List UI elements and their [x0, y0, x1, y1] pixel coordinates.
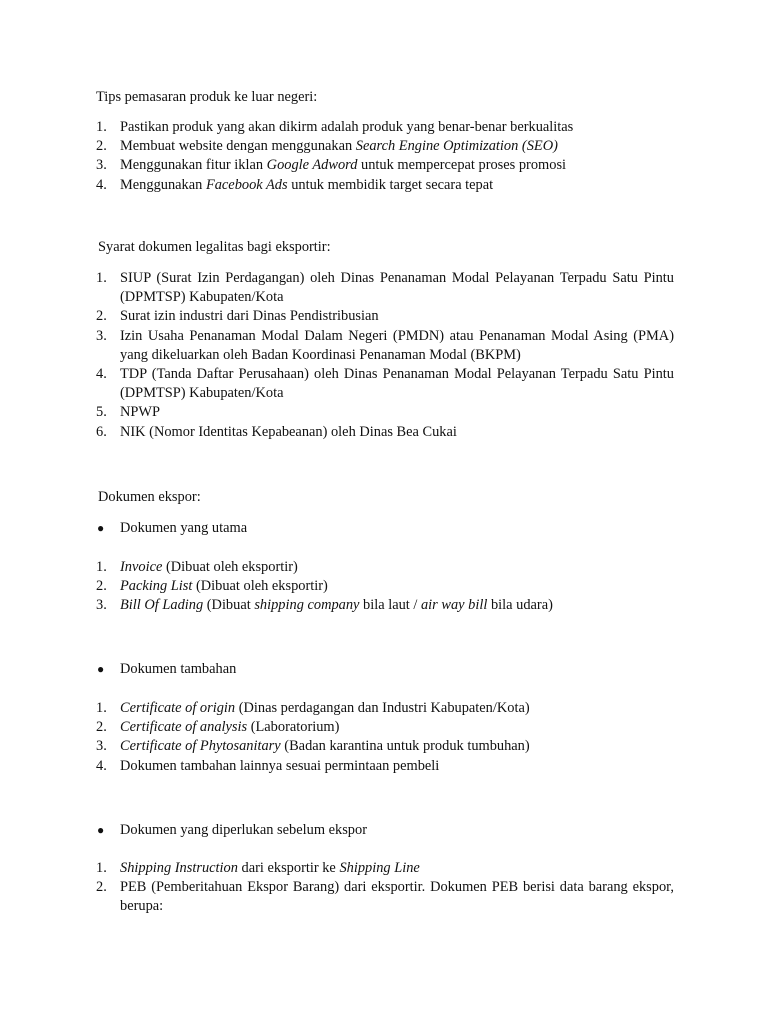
list-number: 2.	[96, 719, 107, 736]
list-number: 1.	[96, 119, 107, 135]
tips-heading: Tips pemasaran produk ke luar negeri:	[96, 89, 318, 105]
bullet-dot-icon: ●	[97, 823, 105, 837]
list-item	[0, 878, 674, 916]
list-item	[0, 269, 674, 307]
list-item	[0, 137, 674, 156]
italic-term: Search Engine Optimization (SEO)	[355, 138, 558, 155]
list-item	[0, 577, 674, 596]
text-run: untuk membidik target secara tepat	[287, 176, 494, 193]
italic-term: Packing List	[120, 578, 193, 595]
dokumen-heading: Dokumen ekspor:	[98, 489, 201, 505]
dokumen-tambahan-list	[0, 699, 674, 776]
bullet-item	[0, 519, 674, 538]
list-item	[0, 596, 674, 615]
list-item	[0, 156, 674, 175]
italic-term: Certificate of Phytosanitary	[120, 738, 281, 755]
text-run: (Dinas perdagangan dan Industri Kabupaten/Kota)	[235, 700, 530, 716]
syarat-heading: Syarat dokumen legalitas bagi eksportir:	[98, 239, 331, 255]
text-run: (Dibuat oleh eksportir)	[162, 559, 298, 575]
text-run: NIK (Nomor Identitas Kepabeanan) oleh Dinas Bea Cukai	[120, 423, 457, 440]
text-run: (Dibuat oleh eksportir)	[192, 578, 328, 595]
italic-term: Bill Of Lading	[120, 597, 204, 614]
text-run: (Badan karantina untuk produk tumbuhan)	[280, 738, 530, 755]
list-number: 6.	[96, 423, 107, 440]
bullet-label: Dokumen tambahan	[120, 661, 237, 677]
italic-term: Certificate of origin	[120, 700, 236, 716]
text-run: NPWP	[120, 404, 160, 421]
list-number: 2.	[96, 138, 107, 155]
dokumen-utama-list	[0, 558, 674, 616]
italic-term: Google Adword	[266, 157, 358, 174]
list-number: 3.	[96, 597, 107, 614]
italic-term: Certificate of analysis	[120, 719, 248, 736]
italic-term: Shipping Line	[339, 860, 420, 876]
list-item	[0, 365, 674, 403]
text-run: (Laboratorium)	[247, 719, 340, 736]
italic-term: Invoice	[120, 559, 163, 575]
list-item	[0, 757, 674, 776]
text-run: Menggunakan fitur iklan	[120, 157, 267, 174]
list-item	[0, 423, 674, 442]
list-item	[0, 403, 674, 422]
text-run: Surat izin industri dari Dinas Pendistribusian	[120, 308, 379, 325]
list-number: 1.	[96, 559, 107, 575]
text-run: untuk mempercepat proses promosi	[357, 157, 567, 174]
italic-term: air way bill	[420, 597, 488, 614]
text-run: (Dibuat	[203, 597, 255, 614]
list-number: 5.	[96, 404, 107, 421]
list-number: 3.	[96, 157, 107, 174]
list-item	[0, 118, 674, 137]
text-run: bila udara)	[487, 597, 553, 614]
list-number: 3.	[96, 327, 107, 344]
text-run: Membuat website dengan menggunakan	[120, 138, 356, 155]
list-number: 4.	[96, 757, 107, 774]
list-item	[0, 307, 674, 326]
list-item	[0, 737, 674, 756]
list-item	[0, 558, 674, 577]
text-run: dari eksportir ke	[237, 860, 340, 876]
dokumen-sebelum-ekspor-list	[0, 859, 674, 917]
list-number: 2.	[96, 308, 107, 325]
list-number: 4.	[96, 176, 107, 193]
italic-term: shipping company	[254, 597, 360, 614]
bullet-label: Dokumen yang utama	[120, 520, 248, 536]
list-number: 4.	[96, 366, 107, 383]
bullet-item	[0, 821, 674, 840]
list-number: 2.	[96, 879, 107, 896]
italic-term: Facebook Ads	[205, 176, 288, 193]
list-item	[0, 859, 674, 878]
list-item	[0, 718, 674, 737]
list-number: 3.	[96, 738, 107, 755]
text-run: bila laut /	[359, 597, 421, 614]
bullet-dokumen-tambahan	[0, 660, 674, 679]
list-number: 1.	[96, 860, 107, 876]
bullet-dot-icon: ●	[97, 521, 105, 535]
text-run: PEB (Pemberitahuan Ekspor Barang) dari eksportir. Dokumen PEB berisi data barang ekspor, berupa:	[120, 879, 674, 915]
list-item	[0, 699, 674, 718]
text-run: Menggunakan	[120, 176, 206, 193]
list-number: 1.	[96, 700, 107, 716]
italic-term: Shipping Instruction	[120, 860, 238, 876]
list-number: 2.	[96, 578, 107, 595]
syarat-list	[0, 269, 674, 442]
bullet-dot-icon: ●	[97, 662, 105, 676]
text-run: Pastikan produk yang akan dikirm adalah produk yang benar-benar berkualitas	[120, 119, 574, 135]
list-item	[0, 327, 674, 365]
list-number: 1.	[96, 270, 107, 286]
text-run: Dokumen tambahan lainnya sesuai permintaan pembeli	[120, 757, 440, 774]
text-run: TDP (Tanda Daftar Perusahaan) oleh Dinas Penanaman Modal Pelayanan Terpadu Satu Pintu (DPMTSP) Kabupaten/Kota	[120, 366, 674, 402]
bullet-dokumen-utama	[0, 519, 674, 538]
bullet-item	[0, 660, 674, 679]
tips-list	[0, 118, 674, 195]
bullet-dokumen-sebelum-ekspor	[0, 821, 674, 840]
text-run: SIUP (Surat Izin Perdagangan) oleh Dinas Penanaman Modal Pelayanan Terpadu Satu Pintu (DPMTSP) Kabupaten/Kota	[120, 270, 674, 306]
text-run: Izin Usaha Penanaman Modal Dalam Negeri (PMDN) atau Penanaman Modal Asing (PMA) yang dikeluarkan oleh Badan Koordinasi Penanaman Modal (BKPM)	[120, 327, 674, 363]
list-item	[0, 176, 674, 195]
bullet-label: Dokumen yang diperlukan sebelum ekspor	[120, 822, 367, 838]
